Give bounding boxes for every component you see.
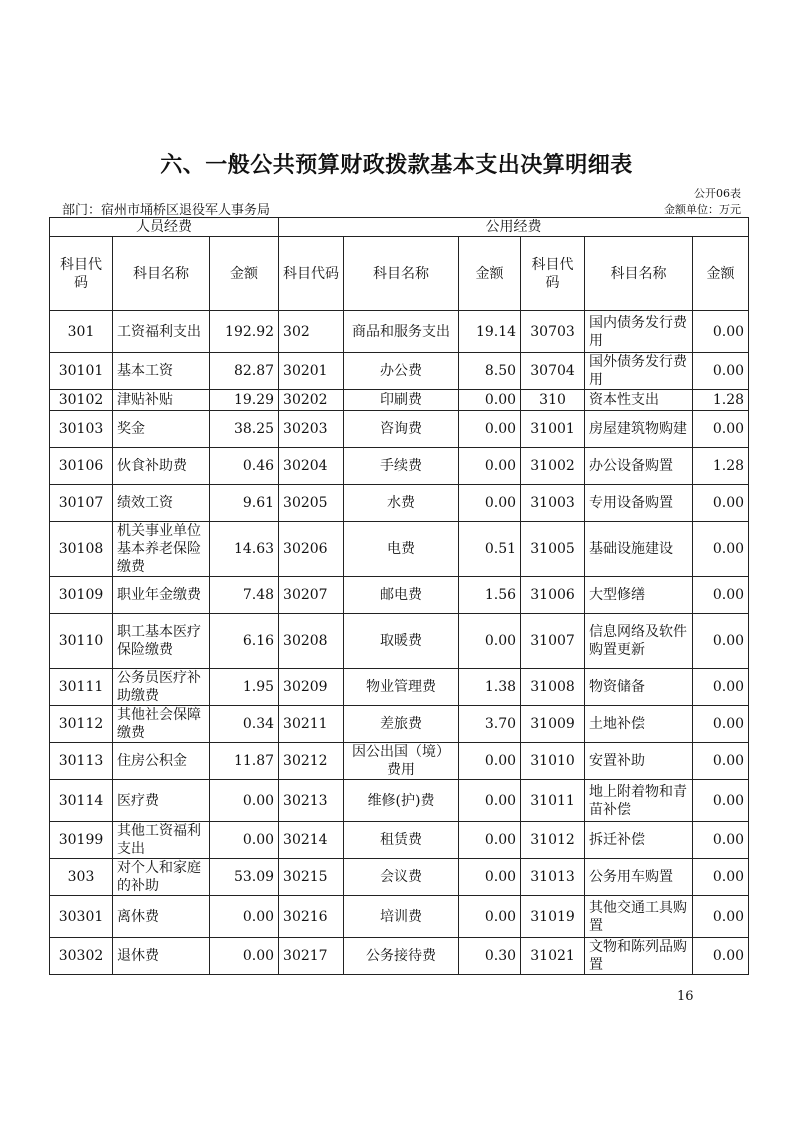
item-code: 30114	[50, 780, 113, 822]
item-code: 30113	[50, 743, 113, 780]
item-name: 房屋建筑物购建	[585, 411, 693, 448]
item-code: 30110	[50, 614, 113, 669]
item-code: 30103	[50, 411, 113, 448]
table-row	[50, 938, 749, 975]
item-amount: 19.14	[459, 311, 521, 353]
item-code: 31001	[521, 411, 585, 448]
item-code: 31011	[521, 780, 585, 822]
table-row	[50, 859, 749, 896]
item-name: 公务员医疗补助缴费	[113, 669, 210, 706]
item-amount: 0.00	[459, 485, 521, 522]
group-header-row	[50, 218, 749, 237]
item-amount: 0.00	[693, 485, 749, 522]
item-name: 公务接待费	[344, 938, 459, 975]
item-amount: 0.00	[459, 614, 521, 669]
item-amount: 0.00	[459, 743, 521, 780]
item-amount: 0.00	[693, 822, 749, 859]
item-code: 30199	[50, 822, 113, 859]
item-amount: 0.00	[693, 669, 749, 706]
item-code: 30212	[279, 743, 344, 780]
item-amount: 6.16	[210, 614, 279, 669]
table-row	[50, 353, 749, 390]
item-name: 手续费	[344, 448, 459, 485]
item-code: 30704	[521, 353, 585, 390]
item-name: 离休费	[113, 896, 210, 938]
item-name: 办公费	[344, 353, 459, 390]
item-code: 30215	[279, 859, 344, 896]
table-row	[50, 577, 749, 614]
item-name: 办公设备购置	[585, 448, 693, 485]
item-code: 30217	[279, 938, 344, 975]
item-code: 30201	[279, 353, 344, 390]
item-code: 30108	[50, 522, 113, 577]
item-amount: 9.61	[210, 485, 279, 522]
item-code: 30203	[279, 411, 344, 448]
item-name: 住房公积金	[113, 743, 210, 780]
public-expense-header: 公用经费	[279, 218, 749, 237]
item-amount: 0.00	[693, 522, 749, 577]
item-code: 30301	[50, 896, 113, 938]
item-name: 地上附着物和青苗补偿	[585, 780, 693, 822]
item-amount: 1.56	[459, 577, 521, 614]
header-name: 科目名称	[585, 237, 693, 311]
item-amount: 0.51	[459, 522, 521, 577]
item-amount: 0.00	[693, 353, 749, 390]
item-name: 津贴补贴	[113, 390, 210, 411]
item-code: 31003	[521, 485, 585, 522]
item-code: 30111	[50, 669, 113, 706]
item-code: 30205	[279, 485, 344, 522]
item-amount: 0.46	[210, 448, 279, 485]
item-name: 咨询费	[344, 411, 459, 448]
item-code: 30112	[50, 706, 113, 743]
item-amount: 0.00	[693, 780, 749, 822]
item-code: 31012	[521, 822, 585, 859]
item-code: 30102	[50, 390, 113, 411]
item-name: 物业管理费	[344, 669, 459, 706]
item-amount: 0.34	[210, 706, 279, 743]
item-amount: 0.00	[693, 411, 749, 448]
item-amount: 0.00	[693, 896, 749, 938]
item-amount: 0.00	[459, 896, 521, 938]
item-amount: 0.00	[459, 859, 521, 896]
table-row	[50, 614, 749, 669]
item-amount: 0.00	[210, 780, 279, 822]
personnel-expense-header: 人员经费	[50, 218, 279, 237]
item-name: 机关事业单位基本养老保险缴费	[113, 522, 210, 577]
table-row	[50, 743, 749, 780]
item-name: 基础设施建设	[585, 522, 693, 577]
item-name: 邮电费	[344, 577, 459, 614]
item-name: 基本工资	[113, 353, 210, 390]
item-code: 30703	[521, 311, 585, 353]
item-amount: 1.38	[459, 669, 521, 706]
item-amount: 0.00	[693, 743, 749, 780]
item-name: 伙食补助费	[113, 448, 210, 485]
item-code: 30109	[50, 577, 113, 614]
item-code: 31013	[521, 859, 585, 896]
item-name: 拆迁补偿	[585, 822, 693, 859]
item-amount: 192.92	[210, 311, 279, 353]
item-name: 其他交通工具购置	[585, 896, 693, 938]
table-row	[50, 822, 749, 859]
column-header-row	[50, 237, 749, 311]
table-row	[50, 522, 749, 577]
item-amount: 0.00	[210, 822, 279, 859]
item-amount: 0.00	[693, 577, 749, 614]
item-amount: 7.48	[210, 577, 279, 614]
form-number: 公开06表	[694, 187, 741, 200]
item-name: 取暖费	[344, 614, 459, 669]
page-number: 16	[677, 989, 694, 1004]
item-code: 30214	[279, 822, 344, 859]
item-code: 31010	[521, 743, 585, 780]
item-name: 因公出国（境）费用	[344, 743, 459, 780]
table-row	[50, 390, 749, 411]
table-row	[50, 896, 749, 938]
item-code: 30106	[50, 448, 113, 485]
page-title: 六、一般公共预算财政拨款基本支出决算明细表	[160, 153, 633, 178]
item-name: 会议费	[344, 859, 459, 896]
header-code: 科目代码	[50, 237, 113, 311]
item-code: 31008	[521, 669, 585, 706]
item-amount: 53.09	[210, 859, 279, 896]
item-code: 310	[521, 390, 585, 411]
item-code: 30202	[279, 390, 344, 411]
item-name: 其他社会保障缴费	[113, 706, 210, 743]
item-amount: 0.00	[693, 614, 749, 669]
item-amount: 0.00	[693, 311, 749, 353]
item-code: 31021	[521, 938, 585, 975]
item-name: 退休费	[113, 938, 210, 975]
item-code: 30211	[279, 706, 344, 743]
item-name: 公务用车购置	[585, 859, 693, 896]
table-row	[50, 706, 749, 743]
department-label: 部门：宿州市埇桥区退役军人事务局	[62, 203, 271, 218]
item-name: 绩效工资	[113, 485, 210, 522]
item-name: 信息网络及软件购置更新	[585, 614, 693, 669]
item-name: 对个人和家庭的补助	[113, 859, 210, 896]
amount-unit-label: 金额单位：万元	[664, 203, 741, 216]
item-name: 其他工资福利支出	[113, 822, 210, 859]
item-name: 安置补助	[585, 743, 693, 780]
header-name: 科目名称	[113, 237, 210, 311]
header-code: 科目代码	[521, 237, 585, 311]
table-row	[50, 311, 749, 353]
item-amount: 0.00	[693, 938, 749, 975]
item-code: 30213	[279, 780, 344, 822]
item-name: 维修(护)费	[344, 780, 459, 822]
item-name: 文物和陈列品购置	[585, 938, 693, 975]
item-amount: 82.87	[210, 353, 279, 390]
item-code: 30208	[279, 614, 344, 669]
item-amount: 38.25	[210, 411, 279, 448]
table-row	[50, 411, 749, 448]
item-code: 30207	[279, 577, 344, 614]
item-name: 水费	[344, 485, 459, 522]
item-amount: 19.29	[210, 390, 279, 411]
header-code: 科目代码	[279, 237, 344, 311]
item-code: 30302	[50, 938, 113, 975]
item-amount: 8.50	[459, 353, 521, 390]
item-name: 物资储备	[585, 669, 693, 706]
item-name: 大型修缮	[585, 577, 693, 614]
item-code: 303	[50, 859, 113, 896]
item-code: 301	[50, 311, 113, 353]
table-row	[50, 669, 749, 706]
item-amount: 1.28	[693, 390, 749, 411]
item-name: 医疗费	[113, 780, 210, 822]
item-code: 31007	[521, 614, 585, 669]
item-name: 土地补偿	[585, 706, 693, 743]
item-code: 31019	[521, 896, 585, 938]
item-amount: 0.00	[459, 822, 521, 859]
item-amount: 11.87	[210, 743, 279, 780]
item-amount: 1.28	[693, 448, 749, 485]
expenditure-table	[49, 217, 749, 975]
item-code: 31006	[521, 577, 585, 614]
item-amount: 0.00	[210, 896, 279, 938]
item-code: 30101	[50, 353, 113, 390]
item-amount: 0.00	[693, 706, 749, 743]
item-code: 31009	[521, 706, 585, 743]
item-amount: 3.70	[459, 706, 521, 743]
header-amount: 金额	[693, 237, 749, 311]
item-amount: 0.30	[459, 938, 521, 975]
table-row	[50, 780, 749, 822]
table-row	[50, 485, 749, 522]
item-name: 国内债务发行费用	[585, 311, 693, 353]
item-name: 电费	[344, 522, 459, 577]
item-code: 30206	[279, 522, 344, 577]
item-amount: 0.00	[459, 411, 521, 448]
item-name: 培训费	[344, 896, 459, 938]
item-amount: 0.00	[459, 448, 521, 485]
item-amount: 0.00	[210, 938, 279, 975]
item-code: 31005	[521, 522, 585, 577]
item-name: 租赁费	[344, 822, 459, 859]
item-code: 30216	[279, 896, 344, 938]
item-code: 31002	[521, 448, 585, 485]
item-amount: 0.00	[459, 390, 521, 411]
item-name: 专用设备购置	[585, 485, 693, 522]
table-row	[50, 448, 749, 485]
table-body	[50, 311, 749, 975]
item-amount: 0.00	[459, 780, 521, 822]
item-amount: 0.00	[693, 859, 749, 896]
item-amount: 14.63	[210, 522, 279, 577]
item-name: 职业年金缴费	[113, 577, 210, 614]
item-code: 30209	[279, 669, 344, 706]
header-amount: 金额	[210, 237, 279, 311]
item-name: 商品和服务支出	[344, 311, 459, 353]
header-amount: 金额	[459, 237, 521, 311]
item-name: 资本性支出	[585, 390, 693, 411]
header-name: 科目名称	[344, 237, 459, 311]
item-name: 印刷费	[344, 390, 459, 411]
item-name: 奖金	[113, 411, 210, 448]
item-name: 职工基本医疗保险缴费	[113, 614, 210, 669]
item-code: 302	[279, 311, 344, 353]
item-code: 30204	[279, 448, 344, 485]
item-name: 国外债务发行费用	[585, 353, 693, 390]
item-name: 差旅费	[344, 706, 459, 743]
item-name: 工资福利支出	[113, 311, 210, 353]
item-code: 30107	[50, 485, 113, 522]
item-amount: 1.95	[210, 669, 279, 706]
